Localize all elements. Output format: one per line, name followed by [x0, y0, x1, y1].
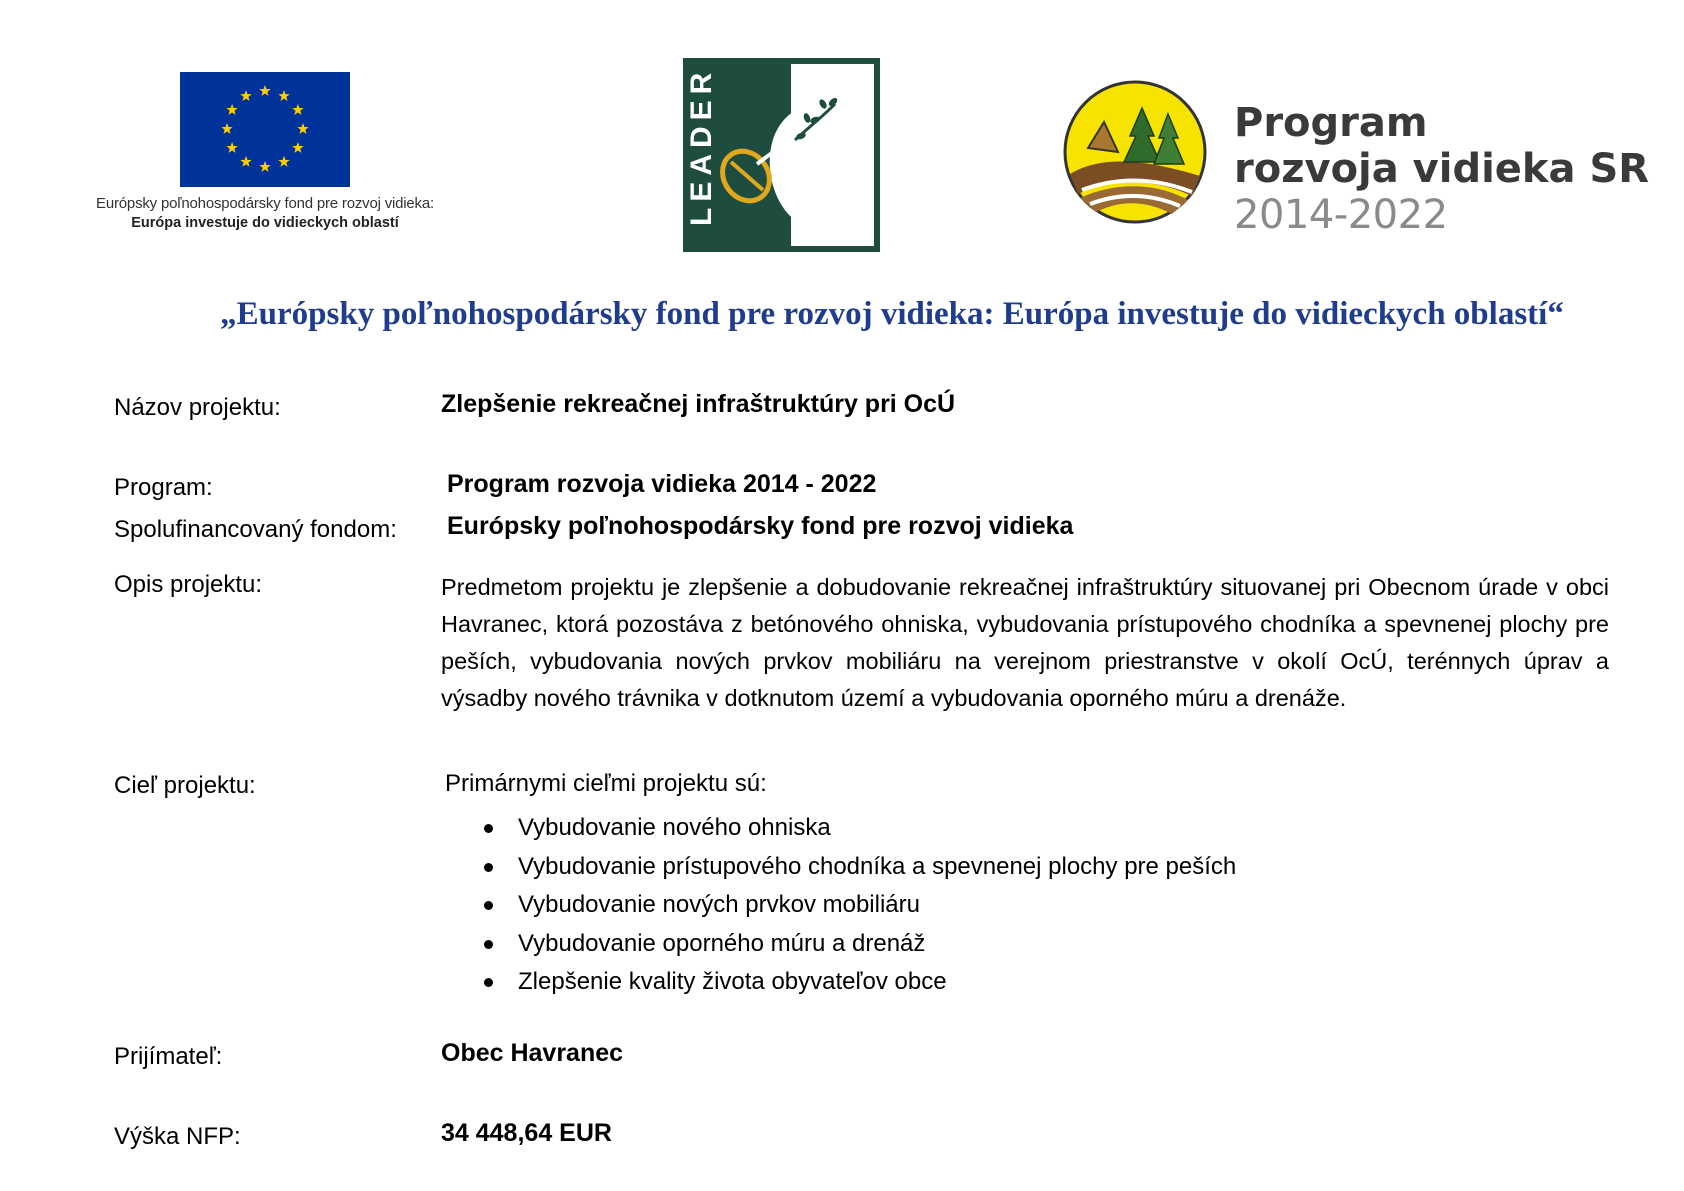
leader-text: LEADER: [685, 66, 718, 226]
headline: „Európsky poľnohospodársky fond pre rozvoj vidieka: Európa investuje do vidieckych oblastí“: [220, 296, 1564, 332]
list-item: [484, 925, 1236, 964]
goal-label: Cieľ projektu:: [114, 772, 256, 799]
cofinanced-value: Európsky poľnohospodársky fond pre rozvoj vidieka: [447, 512, 1074, 540]
eu-caption-line1: Európsky poľnohospodársky fond pre rozvoj vidieka:: [96, 195, 434, 212]
leader-logo: [683, 58, 880, 252]
goal-item-text: Vybudovanie oporného múru a drenáž: [518, 929, 926, 957]
prv-years: 2014-2022: [1234, 192, 1448, 238]
list-item: [484, 809, 1236, 848]
prv-title-line2: rozvoja vidieka SR: [1234, 146, 1650, 192]
recipient-label: Prijímateľ:: [114, 1043, 223, 1070]
bullet-icon: [484, 901, 493, 910]
eu-flag-icon: [180, 72, 350, 187]
program-value: Program rozvoja vidieka 2014 - 2022: [447, 470, 877, 498]
program-label: Program:: [114, 474, 213, 501]
recipient-value: Obec Havranec: [441, 1039, 624, 1067]
eu-logo: [50, 72, 480, 231]
project-name-label: Názov projektu:: [114, 394, 281, 421]
goal-list: [484, 809, 1236, 1002]
cofinanced-label: Spolufinancovaný fondom:: [114, 516, 397, 543]
description-label: Opis projektu:: [114, 571, 263, 598]
prv-logo-text: [1234, 100, 1649, 238]
prv-emblem-icon: [1060, 78, 1210, 226]
goal-item-text: Vybudovanie nového ohniska: [518, 814, 831, 841]
bullet-icon: [484, 940, 493, 949]
list-item: [484, 886, 1236, 925]
project-name-value: Zlepšenie rekreačnej infraštruktúry pri OcÚ: [441, 390, 956, 418]
bullet-icon: [484, 863, 493, 872]
prv-title-line1: Program: [1234, 100, 1428, 146]
bullet-icon: [484, 824, 493, 833]
bullet-icon: [484, 978, 493, 987]
nfp-label: Výška NFP:: [114, 1123, 241, 1150]
list-item: [484, 848, 1236, 887]
list-item: [484, 963, 1236, 1002]
goal-intro: Primárnymi cieľmi projektu sú:: [445, 770, 767, 797]
goal-item-text: Vybudovanie nových prvkov mobiliáru: [518, 891, 920, 918]
nfp-value: 34 448,64 EUR: [441, 1119, 612, 1147]
goal-item-text: Vybudovanie prístupového chodníka a spevnenej plochy pre peších: [518, 852, 1237, 880]
goal-item-text: Zlepšenie kvality života obyvateľov obce: [518, 968, 947, 995]
description-value: Predmetom projektu je zlepšenie a dobudovanie rekreačnej infraštruktúry situovanej pri Obecnom úrade v obci Havranec, ktorá pozostáva z betónového ohniska, vybudovania prístupového chodníka a spevnenej plochy pre peších, vybudovania nových prvkov mobiliáru na verejnom priestranstve v okolí OcÚ, terénnych úprav a výsadby nového trávnika v dotknutom území a vybudovania oporného múru a drenáže.: [441, 574, 1609, 711]
eu-caption-line2: Európa investuje do vidieckych oblastí: [131, 215, 399, 231]
